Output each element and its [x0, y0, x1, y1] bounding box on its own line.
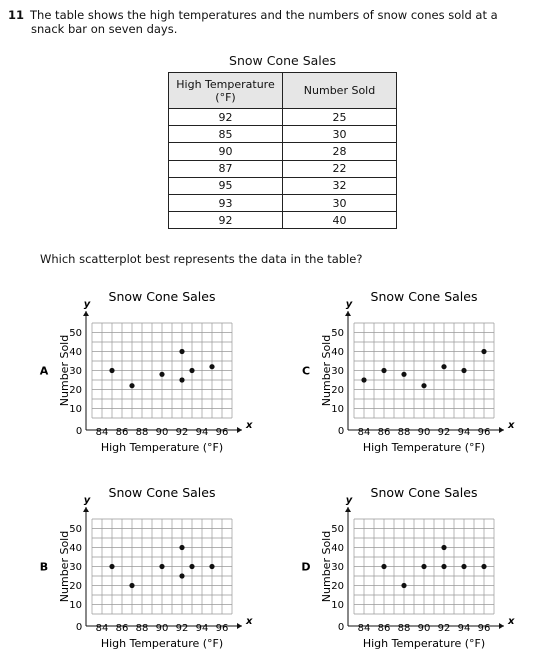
- x-tick-label: 84: [357, 427, 371, 438]
- data-point: [179, 545, 184, 550]
- origin-label: 0: [337, 426, 345, 437]
- y-tick-label: 30: [69, 366, 82, 377]
- x-tick-label: 92: [437, 427, 451, 438]
- x-tick-label: 96: [215, 623, 229, 634]
- question-text-line2: snack bar on seven days.: [31, 22, 178, 36]
- question-stem: [8, 8, 538, 36]
- data-point: [381, 368, 386, 373]
- answer-choice-c-plot[interactable]: [292, 286, 532, 466]
- sold-cell: 30: [283, 126, 397, 143]
- x-tick-label: 84: [95, 427, 109, 438]
- y-tick-label: 10: [331, 600, 344, 611]
- y-axis-symbol: y: [345, 495, 353, 506]
- scatterplot-d: [292, 482, 532, 662]
- answer-choice-letter: C: [301, 364, 311, 378]
- y-tick-label: 50: [69, 328, 82, 339]
- y-tick-label: 50: [69, 524, 82, 535]
- x-axis-label: High Temperature (°F): [362, 637, 486, 650]
- sold-cell: 32: [283, 177, 397, 194]
- temperature-cell: 93: [169, 194, 283, 211]
- data-point: [441, 364, 446, 369]
- x-axis-symbol: x: [246, 616, 253, 627]
- data-point: [209, 364, 214, 369]
- data-point: [179, 377, 184, 382]
- y-axis-label: Number Sold: [58, 530, 71, 603]
- sold-cell: 40: [283, 212, 397, 229]
- y-tick-label: 20: [69, 385, 82, 396]
- y-tick-label: 30: [331, 366, 344, 377]
- y-axis-arrow: [83, 311, 89, 316]
- data-point: [189, 368, 194, 373]
- origin-label: 0: [75, 426, 83, 437]
- data-point: [179, 573, 184, 578]
- scatterplot-b: [30, 482, 270, 662]
- x-tick-label: 90: [417, 623, 431, 634]
- data-point: [209, 564, 214, 569]
- y-tick-label: 20: [331, 581, 344, 592]
- data-point: [381, 564, 386, 569]
- origin-label: 0: [75, 622, 83, 633]
- x-tick-label: 92: [437, 623, 451, 634]
- scatterplot-a: [30, 286, 270, 466]
- data-point: [441, 545, 446, 550]
- data-point: [481, 349, 486, 354]
- x-tick-label: 90: [155, 623, 169, 634]
- x-tick-label: 94: [457, 427, 471, 438]
- y-tick-label: 10: [69, 404, 82, 415]
- x-axis-arrow: [499, 623, 504, 629]
- x-tick-label: 92: [175, 427, 189, 438]
- answer-choice-a-plot[interactable]: [30, 286, 270, 466]
- x-tick-label: 84: [95, 623, 109, 634]
- data-table: [168, 72, 397, 229]
- data-point: [159, 564, 164, 569]
- y-tick-label: 40: [331, 543, 344, 554]
- x-tick-label: 96: [215, 427, 229, 438]
- x-tick-label: 94: [457, 623, 471, 634]
- x-tick-label: 96: [477, 427, 491, 438]
- plot-title: Snow Cone Sales: [108, 485, 216, 500]
- x-tick-label: 86: [115, 623, 129, 634]
- plot-title: Snow Cone Sales: [370, 289, 478, 304]
- table-row: [169, 126, 397, 143]
- data-point: [441, 564, 446, 569]
- x-axis-label: High Temperature (°F): [100, 637, 224, 650]
- x-tick-label: 88: [135, 427, 149, 438]
- table-row: [169, 160, 397, 177]
- x-tick-label: 84: [357, 623, 371, 634]
- y-tick-label: 40: [331, 347, 344, 358]
- plot-title: Snow Cone Sales: [370, 485, 478, 500]
- x-tick-label: 94: [195, 623, 209, 634]
- y-tick-label: 10: [69, 600, 82, 611]
- data-point: [481, 564, 486, 569]
- y-tick-label: 40: [69, 347, 82, 358]
- data-point: [129, 583, 134, 588]
- y-tick-label: 30: [69, 562, 82, 573]
- temperature-cell: 87: [169, 160, 283, 177]
- answer-choice-d-plot[interactable]: [292, 482, 532, 662]
- data-point: [159, 372, 164, 377]
- temperature-cell: 85: [169, 126, 283, 143]
- y-tick-label: 30: [331, 562, 344, 573]
- origin-label: 0: [337, 622, 345, 633]
- x-tick-label: 90: [417, 427, 431, 438]
- temperature-cell: 90: [169, 143, 283, 160]
- data-point: [179, 349, 184, 354]
- table-row: [169, 177, 397, 194]
- x-tick-label: 90: [155, 427, 169, 438]
- answer-choice-b-plot[interactable]: [30, 482, 270, 662]
- x-axis-symbol: x: [246, 420, 253, 431]
- y-tick-label: 20: [69, 581, 82, 592]
- temperature-cell: 95: [169, 177, 283, 194]
- x-axis-label: High Temperature (°F): [100, 441, 224, 454]
- answer-choice-letter: B: [39, 560, 49, 574]
- data-point: [461, 368, 466, 373]
- sold-cell: 30: [283, 194, 397, 211]
- sold-cell: 22: [283, 160, 397, 177]
- plot-title: Snow Cone Sales: [108, 289, 216, 304]
- temperature-cell: 92: [169, 109, 283, 126]
- y-tick-label: 50: [331, 524, 344, 535]
- temperature-cell: 92: [169, 212, 283, 229]
- y-tick-label: 40: [69, 543, 82, 554]
- prompt-text: Which scatterplot best represents the data in the table?: [40, 252, 363, 266]
- data-point: [401, 583, 406, 588]
- x-tick-label: 86: [377, 427, 391, 438]
- question-number: 11: [8, 8, 25, 22]
- y-axis-arrow: [83, 507, 89, 512]
- header-high-temperature: High Temperature (°F): [169, 73, 283, 109]
- scatterplot-c: [292, 286, 532, 466]
- x-tick-label: 88: [135, 623, 149, 634]
- y-axis-symbol: y: [83, 299, 91, 310]
- y-axis-arrow: [345, 507, 351, 512]
- data-point: [109, 368, 114, 373]
- x-tick-label: 94: [195, 427, 209, 438]
- data-point: [421, 564, 426, 569]
- x-axis-arrow: [237, 427, 242, 433]
- data-point: [401, 372, 406, 377]
- x-tick-label: 96: [477, 623, 491, 634]
- data-point: [461, 564, 466, 569]
- table-header-row: [169, 73, 397, 109]
- x-tick-label: 92: [175, 623, 189, 634]
- y-axis-label: Number Sold: [320, 334, 333, 407]
- answer-choice-letter: A: [39, 364, 49, 378]
- data-point: [109, 564, 114, 569]
- y-tick-label: 20: [331, 385, 344, 396]
- y-tick-label: 10: [331, 404, 344, 415]
- table-row: [169, 109, 397, 126]
- data-point: [421, 383, 426, 388]
- data-point: [189, 564, 194, 569]
- header-number-sold: Number Sold: [283, 73, 397, 109]
- x-axis-symbol: x: [508, 616, 515, 627]
- y-axis-label: Number Sold: [58, 334, 71, 407]
- question-text-line1: The table shows the high temperatures and the numbers of snow cones sold at a: [30, 8, 498, 22]
- x-axis-arrow: [237, 623, 242, 629]
- y-axis-label: Number Sold: [320, 530, 333, 603]
- data-point: [361, 377, 366, 382]
- sold-cell: 28: [283, 143, 397, 160]
- x-tick-label: 88: [397, 623, 411, 634]
- y-axis-symbol: y: [83, 495, 91, 506]
- sold-cell: 25: [283, 109, 397, 126]
- y-axis-arrow: [345, 311, 351, 316]
- x-axis-arrow: [499, 427, 504, 433]
- answer-choice-letter: D: [301, 560, 311, 574]
- table-row: [169, 194, 397, 211]
- y-tick-label: 50: [331, 328, 344, 339]
- y-axis-symbol: y: [345, 299, 353, 310]
- x-tick-label: 88: [397, 427, 411, 438]
- table-row: [169, 143, 397, 160]
- x-axis-symbol: x: [508, 420, 515, 431]
- x-axis-label: High Temperature (°F): [362, 441, 486, 454]
- x-tick-label: 86: [115, 427, 129, 438]
- data-point: [129, 383, 134, 388]
- table-title: Snow Cone Sales: [229, 53, 336, 68]
- x-tick-label: 86: [377, 623, 391, 634]
- table-row: [169, 212, 397, 229]
